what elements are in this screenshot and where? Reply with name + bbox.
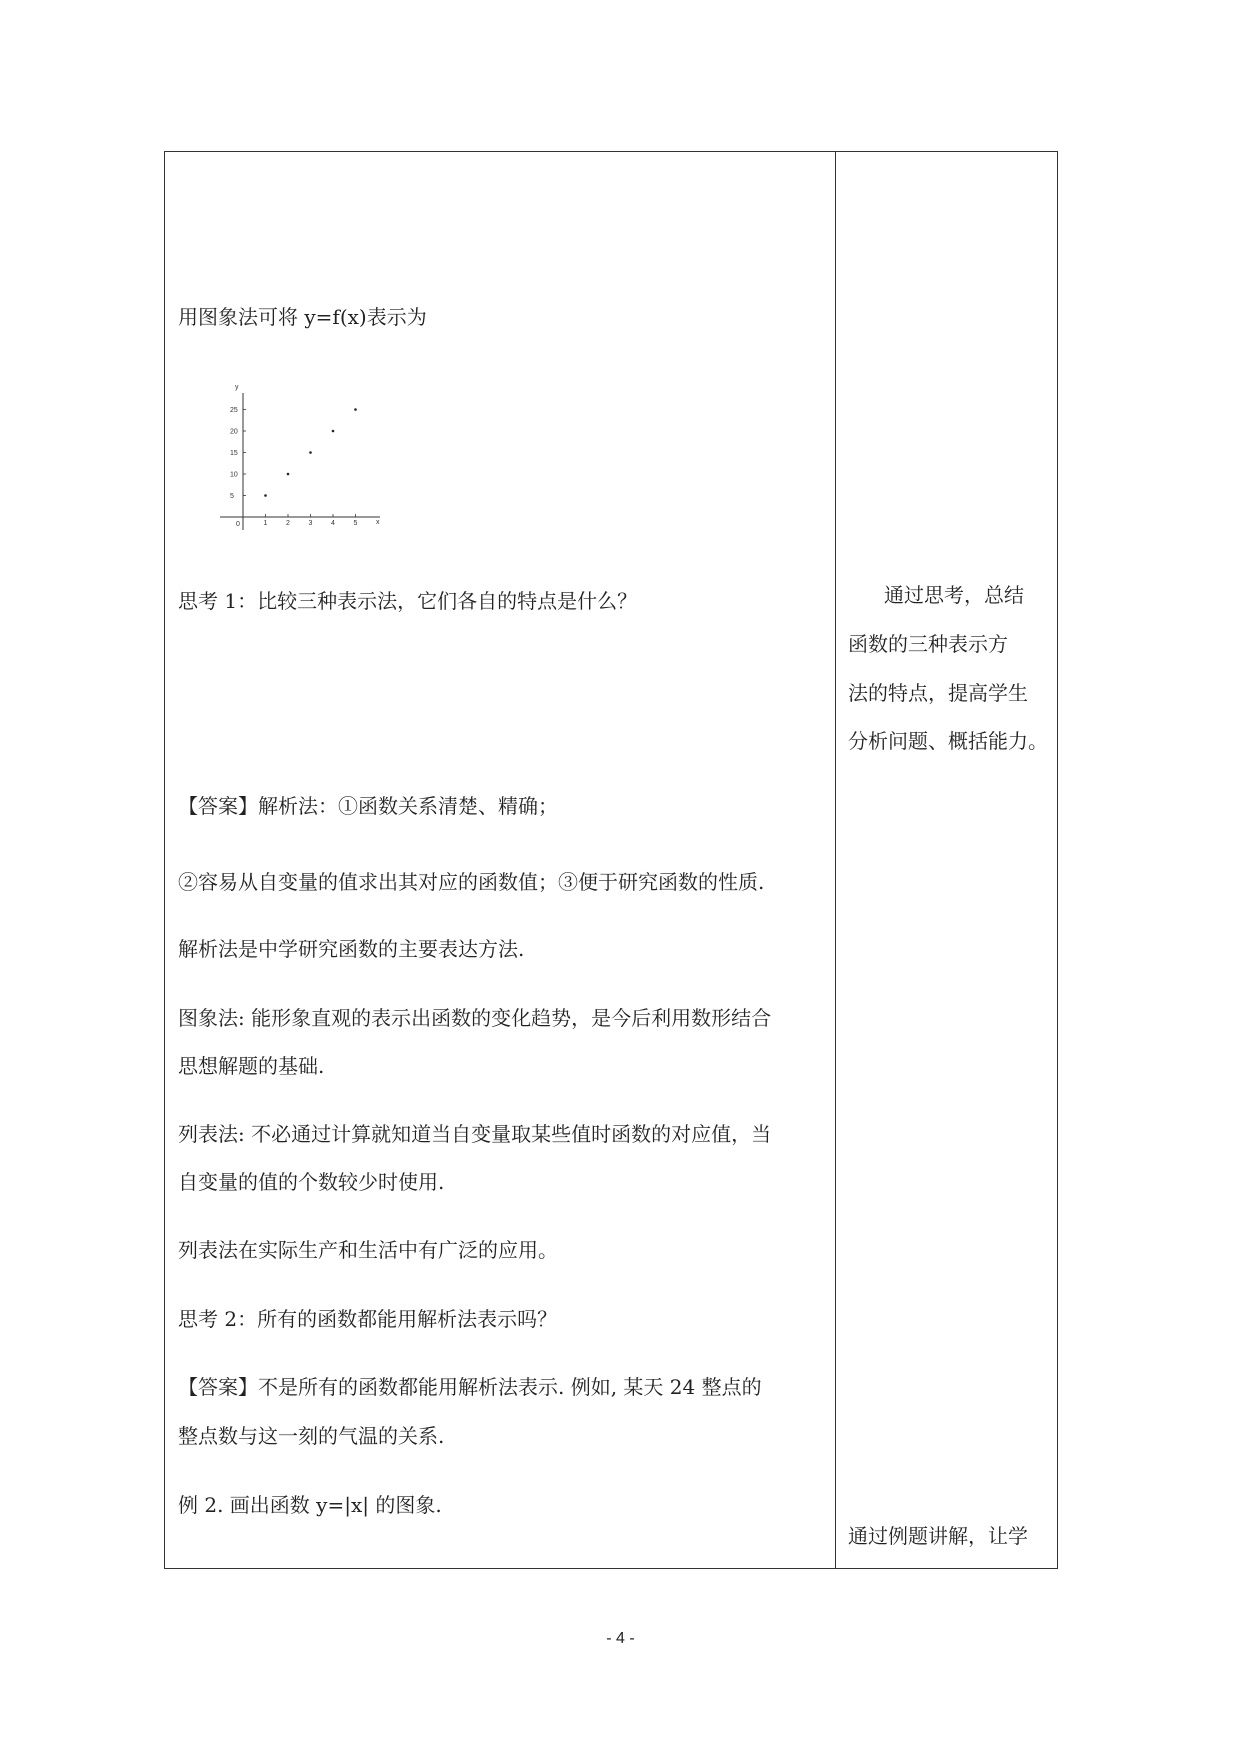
graph-method-line-2: 思想解题的基础. <box>178 1054 325 1078</box>
side-note-2-line-1: 通过例题讲解，让学 <box>848 1524 1028 1548</box>
scatter-chart <box>200 380 400 530</box>
data-point-1 <box>264 494 267 497</box>
table-method-line-3: 列表法在实际生产和生活中有广泛的应用。 <box>178 1238 558 1262</box>
answer-2-line-2: 整点数与这一刻的气温的关系. <box>178 1424 445 1448</box>
think-2: 思考 2：所有的函数都能用解析法表示吗？ <box>178 1307 558 1331</box>
intro-text: 用图象法可将 y=f(x)表示为 <box>178 305 427 329</box>
answer-1-line-1: 【答案】解析法：①函数关系清楚、精确； <box>178 794 558 818</box>
x-tick-label-4: 4 <box>331 520 335 527</box>
y-tick-label-25: 25 <box>230 407 238 414</box>
x-tick-label-5: 5 <box>353 520 358 527</box>
example-2: 例 2. 画出函数 y=|x| 的图象. <box>178 1493 442 1517</box>
x-axis-label: x <box>376 519 380 526</box>
y-axis-label: y <box>235 384 239 391</box>
x-tick-label-1: 1 <box>263 520 268 527</box>
data-point-5 <box>354 408 357 411</box>
think-1: 思考 1：比较三种表示法，它们各自的特点是什么？ <box>178 589 638 613</box>
answer-2-line-1: 【答案】不是所有的函数都能用解析法表示. 例如, 某天 24 整点的 <box>178 1375 762 1399</box>
data-point-2 <box>287 473 290 476</box>
data-point-3 <box>309 451 312 454</box>
y-tick-label-5: 5 <box>230 493 234 500</box>
y-tick-label-10: 10 <box>230 471 238 479</box>
table-method-line-2: 自变量的值的个数较少时使用. <box>178 1170 445 1194</box>
y-tick-label-20: 20 <box>230 428 238 436</box>
y-tick-label-15: 15 <box>230 450 238 457</box>
side-note-1-line-4: 分析问题、概括能力。 <box>848 729 1048 753</box>
lesson-table <box>164 151 1058 1569</box>
table-method-line-1: 列表法: 不必通过计算就知道当自变量取某些值时函数的对应值，当 <box>178 1122 772 1146</box>
data-point-4 <box>332 430 335 433</box>
side-note-1-line-3: 法的特点，提高学生 <box>848 681 1028 705</box>
x-tick-label-2: 2 <box>286 520 290 527</box>
answer-1-line-3: 解析法是中学研究函数的主要表达方法. <box>178 937 525 961</box>
answer-1-line-2: ②容易从自变量的值求出其对应的函数值；③便于研究函数的性质. <box>178 870 765 894</box>
column-divider <box>835 151 836 1569</box>
page-number: - 4 - <box>606 1630 635 1647</box>
graph-method-line-1: 图象法: 能形象直观的表示出函数的变化趋势，是今后利用数形结合 <box>178 1006 772 1030</box>
x-tick-label-3: 3 <box>308 520 313 527</box>
side-note-1-line-1: 通过思考，总结 <box>884 583 1024 607</box>
origin-label: 0 <box>236 521 240 528</box>
side-note-1-line-2: 函数的三种表示方 <box>848 632 1008 656</box>
